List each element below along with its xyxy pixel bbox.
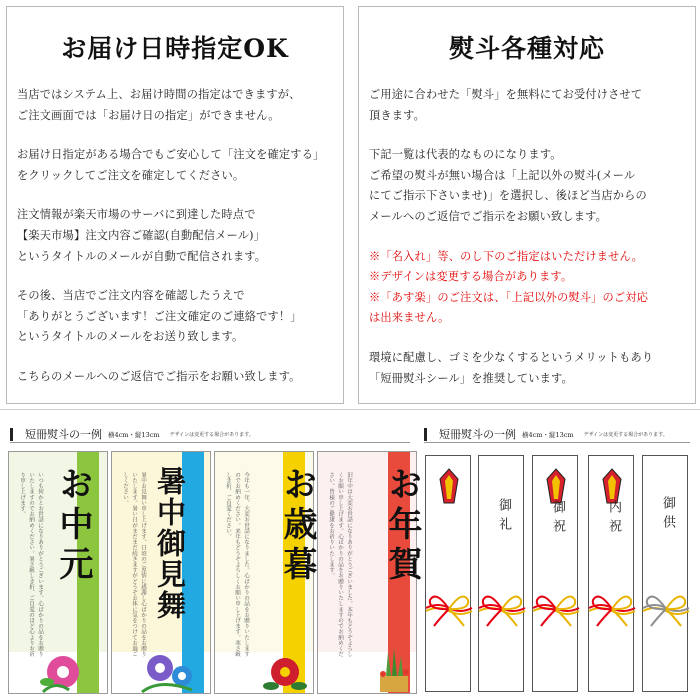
paragraph: お届け日指定がある場合でもご安心して「注文を確定する」 をクリックしてご注文を確定してください。 [17,148,325,182]
simple-noshi-oiwai [532,455,578,692]
delivery-date-panel [6,6,344,404]
underline [10,442,410,443]
paragraph: 当店ではシステム上、お届け時間の指定はできますが、 ご注文画面では「お届け日の指定」ができません。 [17,88,301,122]
mizuhiki-cord [434,609,449,626]
noshi-label: 御祝 [550,500,565,538]
mizuhiki-cord [651,609,666,626]
noshi-emblem-icon [547,469,565,503]
size-label: 横4cm・縦13cm [108,430,160,439]
noshi-emblem-icon [603,469,621,503]
card-title: 暑中御見舞 [153,466,187,621]
title-bar [10,428,13,441]
tanzaku-ochugen [8,451,108,694]
underline [424,442,690,443]
noshi-label: 御供 [660,496,675,534]
simple-noshi-orei [478,455,524,692]
mizuhiki-icon [643,588,689,628]
design-note: デザインは変更する場合があります。 [583,431,668,438]
paragraph: 下記一覧は代表的なものになります。 ご希望の熨斗が無い場合は「上記以外の熨斗(メール にてご指示下さいませ)」を選択し、後ほど当店からの メールへのご返信でご指示をお願い致します。 [369,148,647,223]
card-title: お中元 [53,466,93,586]
title-bar [424,428,427,441]
mizuhiki-cord [597,609,612,626]
simple-noshi-osonae [642,455,688,692]
noshi-body [369,85,687,408]
delivery-date-body [17,85,335,407]
noshi-label: 内祝 [606,500,621,538]
mizuhiki-icon [426,588,472,628]
paragraph: その後、当店でご注文内容を確認したうえで 「ありがとうございます！ご注文確定のご連絡です！」 というタイトルのメールをお送り致します。 [17,289,302,344]
section-title-text: 短冊熨斗の一例 [439,428,516,441]
tanzaku-oseibo [214,451,317,694]
red-notes: ※「名入れ」等、のし下のご指定はいただけません。 ※デザインは変更する場合があります。 ※「あす楽」のご注文は、「上記以外の熨斗」のご対応 は出来ません。 [369,249,649,325]
simple-noshi-uchiiwai [588,455,634,692]
card-message: 暑中お見舞い申し上げます。日頃のご厚情に感謝し心ばかりの品をお贈りいたします。暑い日がまだまだ続きますがどうぞお体に気をつけてお過ごしください。 [122,472,146,657]
tanzaku-shochu-mimai [111,451,211,694]
mizuhiki-icon [589,588,635,628]
size-label: 横4cm・縦13cm [522,430,574,439]
section-title-right [424,427,668,441]
kadomatsu-icon [374,648,414,694]
mizuhiki-cord [666,597,685,610]
camellia-icon [265,656,305,692]
mizuhiki-cord [612,597,631,610]
mizuhiki-cord [487,609,502,626]
morning-glory-icon [39,652,89,694]
mizuhiki-cord [541,609,556,626]
design-note: デザインは変更する場合があります。 [169,431,254,438]
card-message: 今年も一年、大変お世話になりました。心ばかりの品をお贈りいたしますのでお納めください。来年もどうぞよろしくお願い申し上げます。寒さ厳しき折、ご自愛ください。 [225,472,249,657]
paragraph: ご用途に合わせた「熨斗」を無料にてお受付けさせて 頂きます。 [369,88,643,122]
tanzaku-onenga [317,451,422,694]
mizuhiki-cord [449,597,468,610]
card-title: お歳暮 [277,466,317,586]
paragraph: こちらのメールへのご返信でご指示をお願い致します。 [17,369,301,383]
noshi-title: 熨斗各種対応 [448,34,605,63]
morning-glory-icon [140,648,200,694]
mizuhiki-cord [502,597,521,610]
card-message: いつも何かとお世話になりありがとうございます。心ばかりの品をお贈りいたしますのでお納めください。暑さ厳しき折、ご自愛のほど心よりお祈り申し上げます。 [19,472,43,657]
noshi-label: 御礼 [496,498,511,536]
mizuhiki-icon [479,588,525,628]
mizuhiki-cord [556,597,575,610]
divider [0,409,700,410]
section-title-left [10,427,254,441]
card-title: お年賀 [382,466,422,586]
delivery-date-title: お届け日時指定OK [61,34,289,63]
simple-noshi-plain [425,455,471,692]
paragraph: 環境に配慮し、ゴミを少なくするというメリットもあり 「短冊熨斗シール」を推奨しています。 [369,350,654,385]
card-message: 旧年中は大変お世話になりありがとうございました。本年もどうぞよろしくお願い申し上げます。心ばかりの品をお贈りいたしますのでお納めください。皆様のご健康をお祈りいたします。 [328,472,352,657]
paragraph: 注文情報が楽天市場のサーバに到達した時点で 【楽天市場】注文内容ご確認(自動配信メール)」 というタイトルのメールが自動で配信されます。 [17,208,267,263]
section-title-text: 短冊熨斗の一例 [25,428,102,441]
noshi-emblem-icon [440,469,458,503]
noshi-panel [358,6,696,404]
mizuhiki-icon [533,588,579,628]
